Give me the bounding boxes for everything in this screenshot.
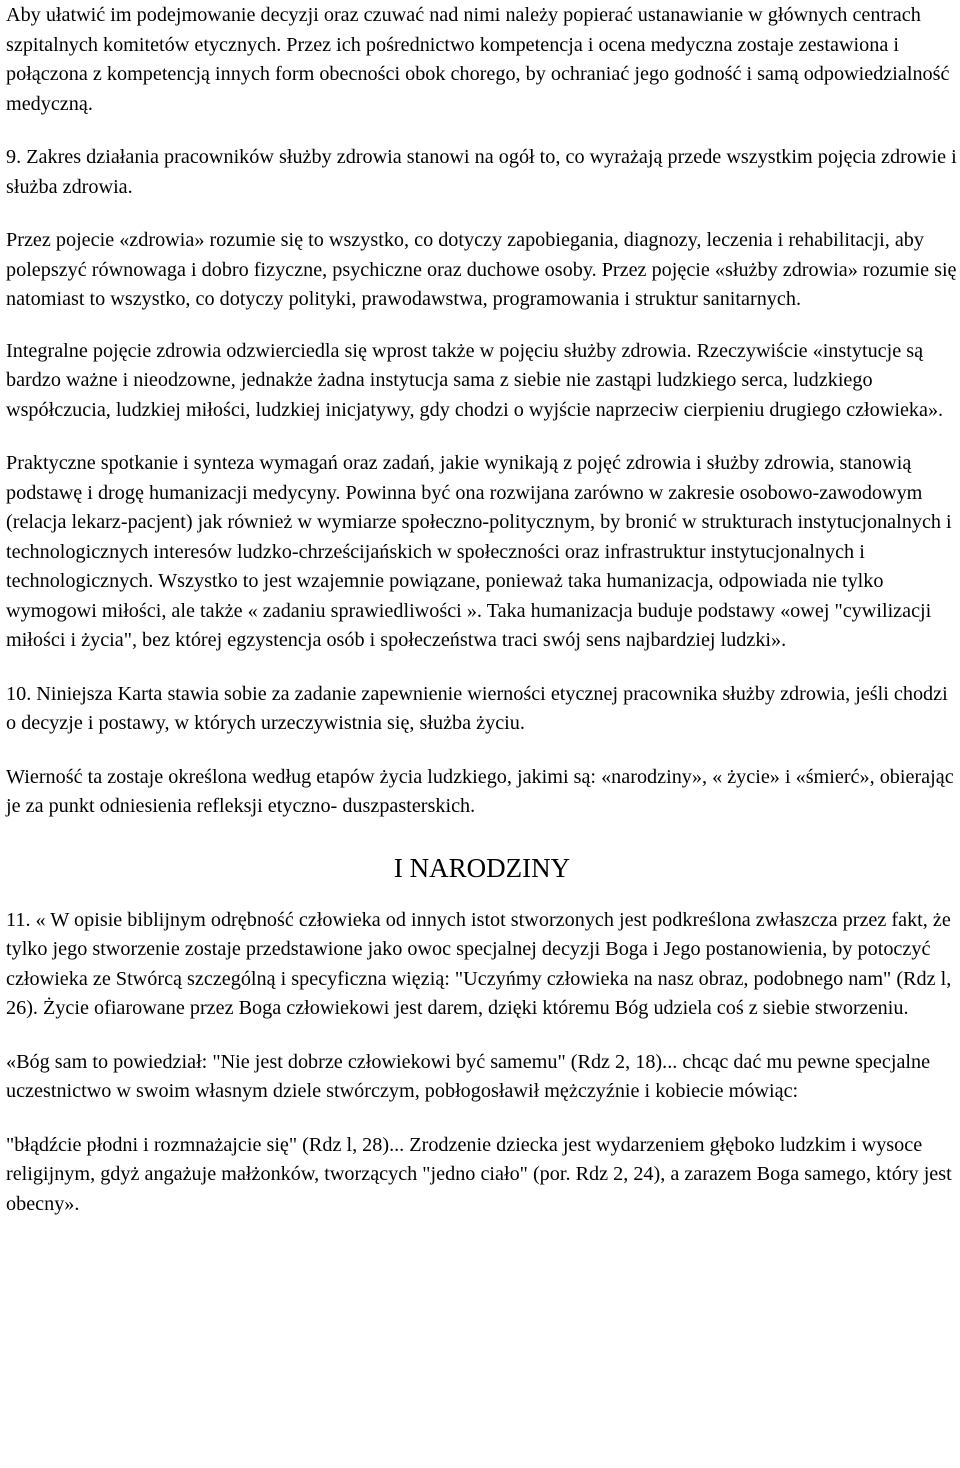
paragraph-11: 11. « W opisie biblijnym odrębność człowieka od innych istot stworzonych jest podkreślona zwłaszcza przez fakt, że tylko jego stworzenie zostaje przedstawione jako owoc specjalnej decyzji Boga i Jego postanowienia, by potoczyć człowieka ze Stwórcą szczególną i specyficzna więzią: "Uczyńmy człowieka na nasz obraz, podobnego nam" (Rdz l, 26). Życie ofiarowane przez Boga człowiekowi jest darem, dzięki któremu Bóg udziela coś z siebie stworzeniu. [6, 908, 952, 1019]
section-heading: I NARODZINY [393, 852, 571, 883]
paragraph-10: 10. Niniejsza Karta stawia sobie za zadanie zapewnienie wierności etycznej pracownika służby zdrowia, jeśli chodzi o decyzje i postawy, w których urzeczywistnia się, służba życiu. [6, 682, 948, 734]
paragraph-humanization: Praktyczne spotkanie i synteza wymagań oraz zadań, jakie wynikają z pojęć zdrowia i służby zdrowia, stanowią podstawę i drogę humanizacji medycyny. Powinna być ona rozwijana zarówno w zakresie osobowo-zawodowym (relacja lekarz-pacjent) jak również w wymiarze społeczno-politycznym, by bronić w strukturach instytucjonalnych i technologicznych interesów ludzko-chrześcijańskich w społeczności oraz infrastruktur instytucjonalnych i technologicznych. Wszystko to jest wzajemnie powiązane, ponieważ taka humanizacja, odpowiada nie tylko wymogowi miłości, ale także « zadaniu sprawiedliwości ». Taka humanizacja buduje podstawy «owej "cywilizacji miłości i życia", bez której egzystencja osób i społeczeństwa traci swój sens najbardziej ludzki». [6, 452, 952, 651]
paragraph-god-said: «Bóg sam to powiedział: "Nie jest dobrze człowiekowi być samemu" (Rdz 2, 18)... chcąc dać mu pewne specjalne uczestnictwo w swoim własnym dziele stwórczym, pobłogosławił mężczyźnie i kobiecie mówiąc: [6, 1050, 931, 1102]
paragraph-integral-health: Integralne pojęcie zdrowia odzwierciedla się wprost także w pojęciu służby zdrowia. Rzeczywiście «instytucje są bardzo ważne i nieodzowne, jednakże żadna instytucja sama z siebie nie zastąpi ludzkiego serca, ludzkiego współczucia, ludzkiej miłości, ludzkiej inicjatywy, gdy chodzi o wyjście naprzeciw cierpieniu drugiego człowieka». [6, 339, 944, 421]
paragraph-health-definition: Przez pojecie «zdrowia» rozumie się to wszystko, co dotyczy zapobiegania, diagnozy, leczenia i rehabilitacji, aby polepszyć równowaga i dobro fizyczne, psychiczne oraz duchowe osoby. Przez pojęcie «służby zdrowia» rozumie się natomiast to wszystko, co dotyczy polityki, prawodawstwa, programowania i struktur sanitarnych. [6, 229, 957, 310]
paragraph-ethics-committees: Aby ułatwić im podejmowanie decyzji oraz czuwać nad nimi należy popierać ustanawianie w głównych centrach szpitalnych komitetów etycznych. Przez ich pośrednictwo kompetencja i ocena medyczna zostaje zestawiona i połączona z kompetencją innych form obecności obok chorego, by ochraniać jego godność i samą odpowiedzialność medyczną. [6, 4, 950, 115]
paragraph-be-fruitful: "błądźcie płodni i rozmnażajcie się" (Rdz l, 28)... Zrodzenie dziecka jest wydarzeniem głęboko ludzkim i wysoce religijnym, gdyż angażuje małżonków, tworzących "jedno ciało" (por. Rdz 2, 24), a zarazem Boga samego, który jest obecny». [6, 1133, 952, 1215]
paragraph-fidelity: Wierność ta zostaje określona według etapów życia ludzkiego, jakimi są: «narodziny», « życie» i «śmierć», obierając je za punkt odniesienia refleksji etyczno- duszpasterskich. [6, 765, 954, 817]
paragraph-9: 9. Zakres działania pracowników służby zdrowia stanowi na ogół to, co wyrażają przede wszystkim pojęcia zdrowie i służba zdrowia. [6, 146, 957, 198]
